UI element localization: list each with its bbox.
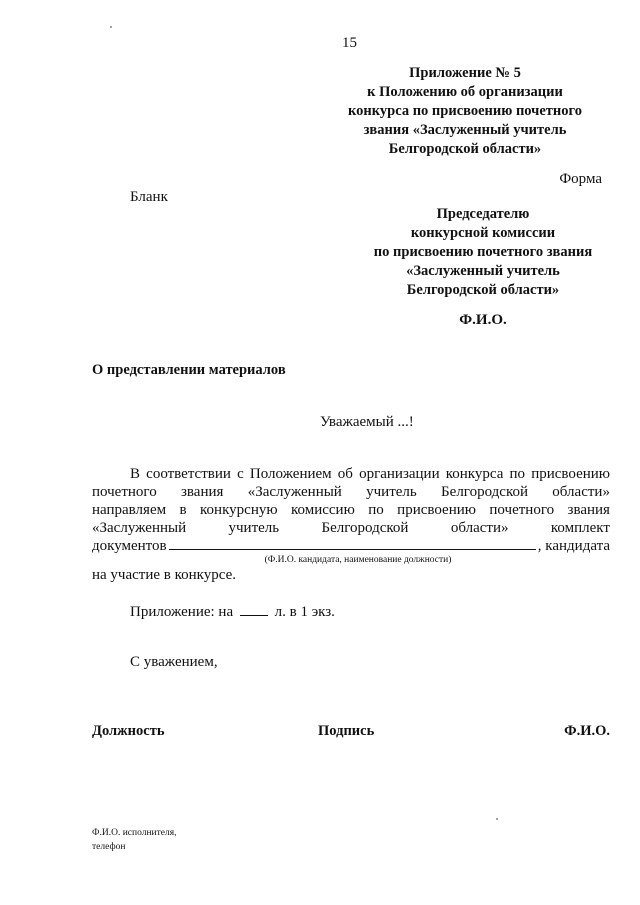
body-word: В <box>130 466 141 482</box>
executor-phone: телефон <box>92 842 126 852</box>
form-label: Форма <box>559 171 602 187</box>
addressee-fio: Ф.И.О. <box>459 312 507 328</box>
executor-block <box>92 826 177 854</box>
addressee-line: Председателю <box>436 206 530 222</box>
appendix-line: Белгородской области» <box>388 141 542 157</box>
body-line-3 <box>92 501 610 519</box>
appendix-line: к Положению об организации <box>367 84 563 100</box>
addressee-line: Белгородской области» <box>406 282 560 298</box>
candidate-word: , кандидата <box>537 538 610 554</box>
body-word: об <box>337 466 353 482</box>
body-word: в <box>179 502 187 518</box>
appendix-line: звания «Заслуженный учитель <box>363 122 567 138</box>
addressee-line: «Заслуженный учитель <box>406 263 560 279</box>
appendix-line: конкурса по присвоению почетного <box>347 103 583 119</box>
appendix-line: Приложение № 5 <box>409 65 521 81</box>
body-word: комиссию <box>290 502 355 518</box>
body-word: учитель <box>366 484 417 500</box>
body-word: звания <box>567 502 610 518</box>
body-word: организации <box>359 466 440 482</box>
body-word: учитель <box>228 520 280 536</box>
scan-speck <box>496 818 498 820</box>
executor-name: Ф.И.О. исполнителя, <box>92 828 177 838</box>
blank-label: Бланк <box>130 189 168 205</box>
appendix-header <box>320 64 610 159</box>
body-word: по <box>509 466 526 482</box>
candidate-caption: (Ф.И.О. кандидата, наименование должности) <box>264 555 452 565</box>
documents-line <box>92 537 610 555</box>
body-word: направляем <box>92 502 167 518</box>
candidate-fill-line <box>169 537 536 550</box>
body-word: соответствии <box>146 466 231 482</box>
pages-fill-line <box>240 603 268 616</box>
signature-fio: Ф.И.О. <box>564 723 610 739</box>
letter-greeting: Уважаемый ...! <box>320 414 414 430</box>
body-word: области» <box>552 484 610 500</box>
attachment-line <box>130 603 335 621</box>
body-word: «Заслуженный <box>247 484 342 500</box>
signature-position: Должность <box>92 723 165 739</box>
body-word: Положением <box>249 466 332 482</box>
body-word: Белгородской <box>321 520 409 536</box>
page-number: 15 <box>342 35 357 51</box>
body-word: конкурсную <box>200 502 278 518</box>
documents-word: документов <box>92 538 167 554</box>
body-word: почетного <box>489 502 555 518</box>
letter-regards: С уважением, <box>130 654 218 670</box>
body-word: Белгородской <box>441 484 528 500</box>
addressee-line: по присвоению почетного звания <box>373 244 593 260</box>
body-word: комплект <box>550 520 610 536</box>
scan-speck <box>110 26 112 28</box>
attachment-suffix: л. в 1 экз. <box>274 604 335 620</box>
body-word: «Заслуженный <box>92 520 187 536</box>
body-word: конкурса <box>445 466 504 482</box>
body-word: по <box>368 502 384 518</box>
body-word: почетного <box>92 484 157 500</box>
addressee-line: конкурсной комиссии <box>410 225 556 241</box>
body-word: области» <box>450 520 509 536</box>
body-last-line: на участие в конкурсе. <box>92 567 236 583</box>
letter-body <box>92 465 610 584</box>
body-line-2 <box>92 483 610 501</box>
signature-sign: Подпись <box>318 723 375 739</box>
addressee-block <box>355 205 611 300</box>
body-line-1 <box>92 465 610 483</box>
body-word: с <box>237 466 244 482</box>
body-line-4 <box>92 519 610 537</box>
body-word: присвоению <box>397 502 476 518</box>
body-word: звания <box>181 484 224 500</box>
letter-subject: О представлении материалов <box>92 362 286 378</box>
body-word: присвоению <box>531 466 610 482</box>
attachment-prefix: Приложение: на <box>130 604 234 620</box>
